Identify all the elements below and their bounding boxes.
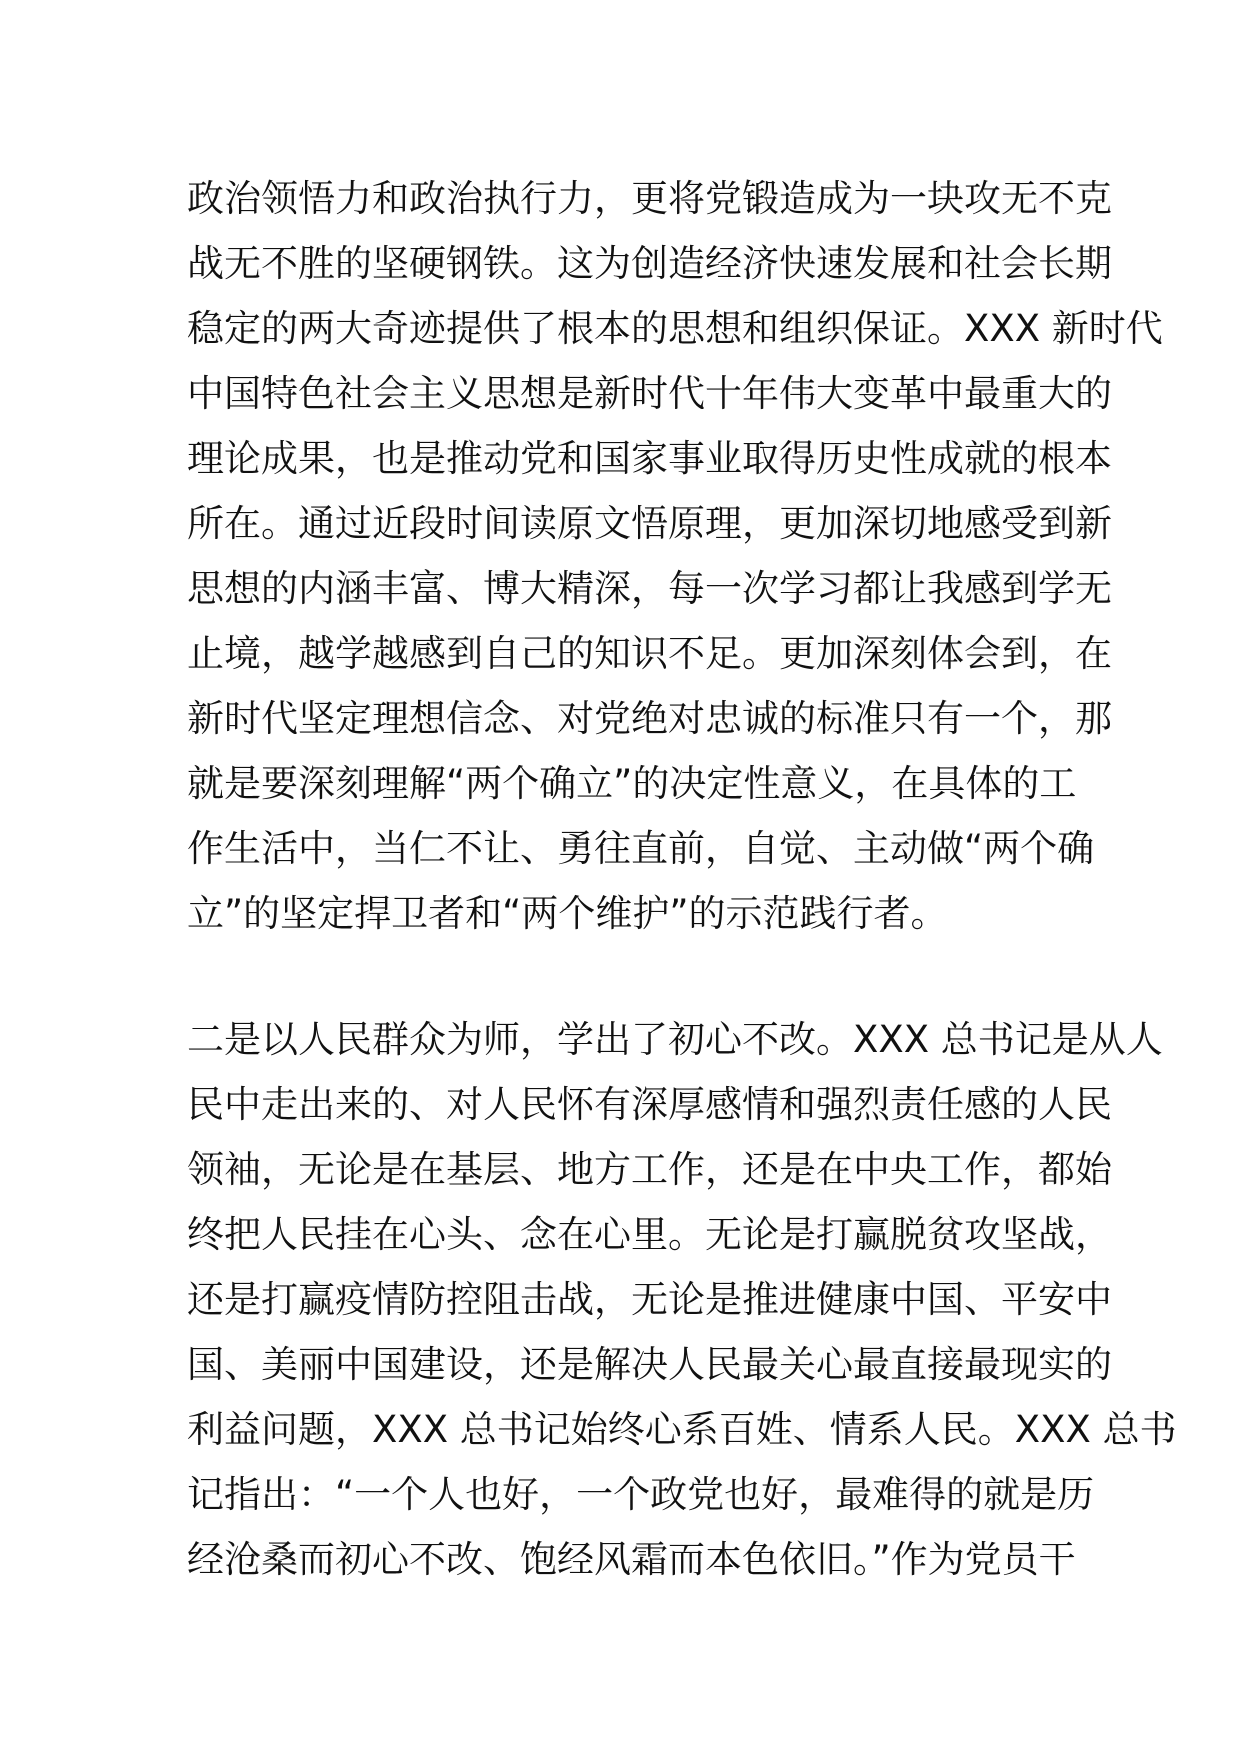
text-line: 作生活中，当仁不让、勇往直前，自觉、主动做“两个确 bbox=[187, 827, 1095, 870]
text-line: 国、美丽中国建设，还是解决人民最关心最直接最现实的 bbox=[187, 1343, 1112, 1386]
paragraph-1 bbox=[187, 166, 1163, 946]
text-line: 还是打赢疫情防控阻击战，无论是推进健康中国、平安中 bbox=[187, 1278, 1112, 1321]
text-line: 战无不胜的坚硬钢铁。这为创造经济快速发展和社会长期 bbox=[187, 242, 1112, 285]
text-line: 思想的内涵丰富、博大精深，每一次学习都让我感到学无 bbox=[187, 567, 1112, 610]
text-line: 经沧桑而初心不改、饱经风霜而本色依旧。”作为党员干 bbox=[187, 1538, 1076, 1581]
text-line: 政治领悟力和政治执行力，更将党锻造成为一块攻无不克 bbox=[187, 177, 1112, 220]
text-line: 终把人民挂在心头、念在心里。无论是打赢脱贫攻坚战， bbox=[187, 1213, 1112, 1256]
text-line: 利益问题，XXX 总书记始终心系百姓、情系人民。XXX 总书 bbox=[187, 1408, 1177, 1451]
text-line: 立”的坚定捍卫者和“两个维护”的示范践行者。 bbox=[187, 892, 948, 935]
text-line: 理论成果，也是推动党和国家事业取得历史性成就的根本 bbox=[187, 437, 1112, 480]
text-line: 记指出：“一个人也好，一个政党也好，最难得的就是历 bbox=[187, 1473, 1095, 1516]
paragraph-2 bbox=[187, 1007, 1177, 1592]
text-line: 民中走出来的、对人民怀有深厚感情和强烈责任感的人民 bbox=[187, 1083, 1112, 1126]
text-line: 所在。通过近段时间读原文悟原理，更加深切地感受到新 bbox=[187, 502, 1112, 545]
text-line: 二是以人民群众为师，学出了初心不改。XXX 总书记是从人 bbox=[187, 1018, 1163, 1061]
text-line: 新时代坚定理想信念、对党绝对忠诚的标准只有一个，那 bbox=[187, 697, 1112, 740]
text-line: 就是要深刻理解“两个确立”的决定性意义，在具体的工 bbox=[187, 762, 1077, 805]
text-line: 止境，越学越感到自己的知识不足。更加深刻体会到，在 bbox=[187, 632, 1112, 675]
text-line: 稳定的两大奇迹提供了根本的思想和组织保证。XXX 新时代 bbox=[187, 307, 1163, 350]
text-line: 领袖，无论是在基层、地方工作，还是在中央工作，都始 bbox=[187, 1148, 1112, 1191]
text-line: 中国特色社会主义思想是新时代十年伟大变革中最重大的 bbox=[187, 372, 1112, 415]
